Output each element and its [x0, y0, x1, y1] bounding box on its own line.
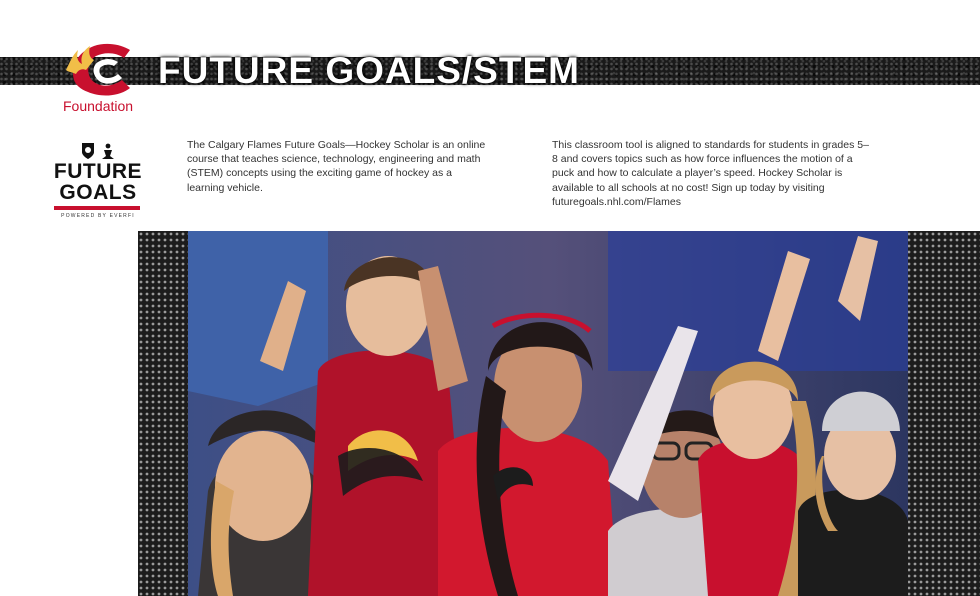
future-goals-line2: GOALS	[59, 181, 137, 204]
nhlpa-player-icon	[102, 144, 114, 159]
right-dot-strip	[908, 231, 980, 596]
page-title: FUTURE GOALS/STEM	[158, 50, 580, 91]
league-marks	[78, 142, 118, 160]
future-goals-logo	[52, 142, 144, 222]
details-paragraph: This classroom tool is aligned to standards for students in grades 5–8 and covers topics such as how force influences the motion of a puck and how to calculate a player’s speed. Hockey Scholar is available to all schools at no cost! Sign up today by visiting futuregoals.nhl.com/Flames	[552, 139, 869, 208]
flames-c-logo	[64, 40, 138, 98]
future-goals-line1: FUTURE	[53, 160, 143, 183]
powered-by-label: POWERED BY EVERFI	[61, 213, 135, 219]
intro-paragraph: The Calgary Flames Future Goals—Hockey Scholar is an online course that teaches science, technology, engineering and math (STEM) concepts using the exciting game of hockey as a learning vehicle.	[187, 139, 486, 194]
future-goals-red-bar	[54, 206, 140, 210]
foundation-label: Foundation	[63, 98, 134, 114]
left-dot-strip	[138, 231, 188, 596]
photo-illustration	[138, 231, 980, 596]
students-cheering-photo	[138, 231, 980, 596]
